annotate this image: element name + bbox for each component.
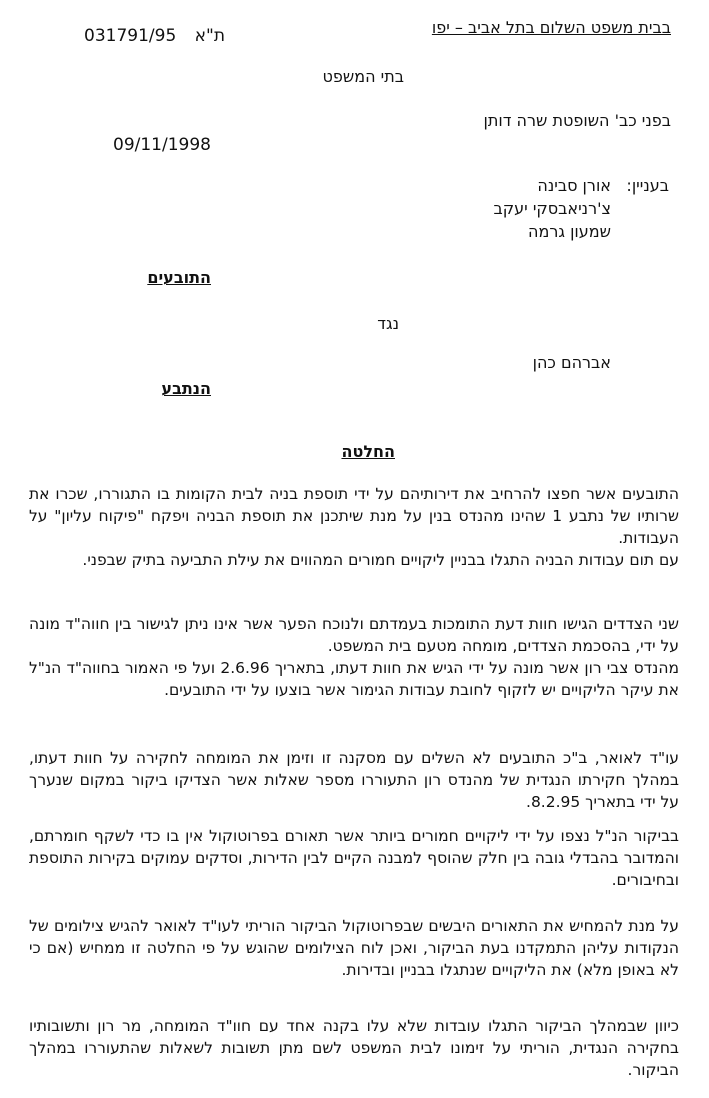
judge-line: בפני כב' השופטת שרה דותן bbox=[483, 111, 671, 130]
matter-label: בעניין: bbox=[626, 176, 669, 195]
decision-paragraph: עם תום עבודות הבניה התגלו בבניין ליקויים חמורים המהווים את עילת התביעה בתיק שבפני. bbox=[82, 551, 679, 569]
decision-paragraph: עו"ד לאואר, ב"כ התובעים לא השלים עם מסקנה זו וזימן את המומחה לחקירה על חוות דעתו, במהלך חקירתו הנגדית של מהנדס רון התעוררו מספר שאלות אשר הצדיקו ביקור במקום שנערך על ידי בתאריך 8.2.95. bbox=[29, 749, 679, 811]
decision-paragraph: על מנת להמחיש את התאורים היבשים שבפרוטוקול הביקור הוריתי לעו"ד לאואר להגיש צילומים של הנקודות עליהן התמקדנו בעת הביקור, ואכן לוח הצילומים שהוגש על פי החלטה זו ממחיש (אם כי לא באופן מלא) את הליקויים שנתגלו בבניין ובדירות. bbox=[29, 917, 679, 979]
defendant-name: אברהם כהן bbox=[532, 353, 611, 372]
defendant-label: הנתבע bbox=[161, 379, 211, 398]
plaintiffs-label: התובעים bbox=[147, 268, 211, 287]
plaintiff-name: צ'רניאבסקי יעקב bbox=[493, 199, 611, 218]
versus-label: נגד bbox=[377, 314, 399, 333]
plaintiff-name: אורן סבינה bbox=[537, 176, 611, 195]
decision-paragraph: כיוון שבמהלך הביקור התגלו עובדות שלא עלו בקנה אחד עם חוו"ד המומחה, מר רון ותשובותיו בחקירה הנגדית, הוריתי על זימונו לבית המשפט לשם מתן תשובות לשאלות שהתעוררו במהלך הביקור. bbox=[29, 1017, 679, 1079]
decision-paragraph: בביקור הנ"ל נצפו על ידי ליקויים חמורים ביותר אשר תאורם בפרוטוקול אין בו כדי לשקף חומרתם, והמדובר בהבדלי גובה בין חלק שהוסף למבנה הקיים לבין הדירות, וסדקים עמוקים בקירות התוספת ובחיבורים. bbox=[29, 827, 679, 889]
court-houses: בתי המשפט bbox=[322, 67, 404, 86]
court-name: בבית משפט השלום בתל אביב – יפו bbox=[431, 18, 671, 37]
decision-paragraph: מהנדס צבי רון אשר מונה על ידי הגיש את חוות דעתו, בתאריך 2.6.96 ועל פי האמור בחווה"ד הנ"ל את עיקר הליקויים יש לזקוף לחובת עבודות הגימור אשר בוצעו על ידי התובעים. bbox=[29, 659, 679, 699]
case-number: 031791/95 bbox=[84, 26, 177, 46]
plaintiff-name: שמעון גרמה bbox=[528, 222, 611, 241]
decision-date: 09/11/1998 bbox=[113, 135, 211, 155]
decision-title: החלטה bbox=[341, 442, 395, 461]
case-prefix: ת"א bbox=[194, 26, 225, 46]
decision-paragraph: התובעים אשר חפצו להרחיב את דירותיהם על ידי תוספת בניה לבית הקומות בו התגוררו, שכרו את שרותיו של נתבע 1 שהינו מהנדס בנין על מנת שיתכנן את תוספת הבניה ויפקח "פיקוח עליון" על העבודות. bbox=[29, 485, 680, 547]
decision-paragraph: שני הצדדים הגישו חוות דעת התומכות בעמדתם ולנוכח הפער אשר אינו ניתן לגישור בין חווה"ד מונה על ידי, בהסכמת הצדדים, מומחה מטעם בית המשפט. bbox=[29, 615, 679, 655]
